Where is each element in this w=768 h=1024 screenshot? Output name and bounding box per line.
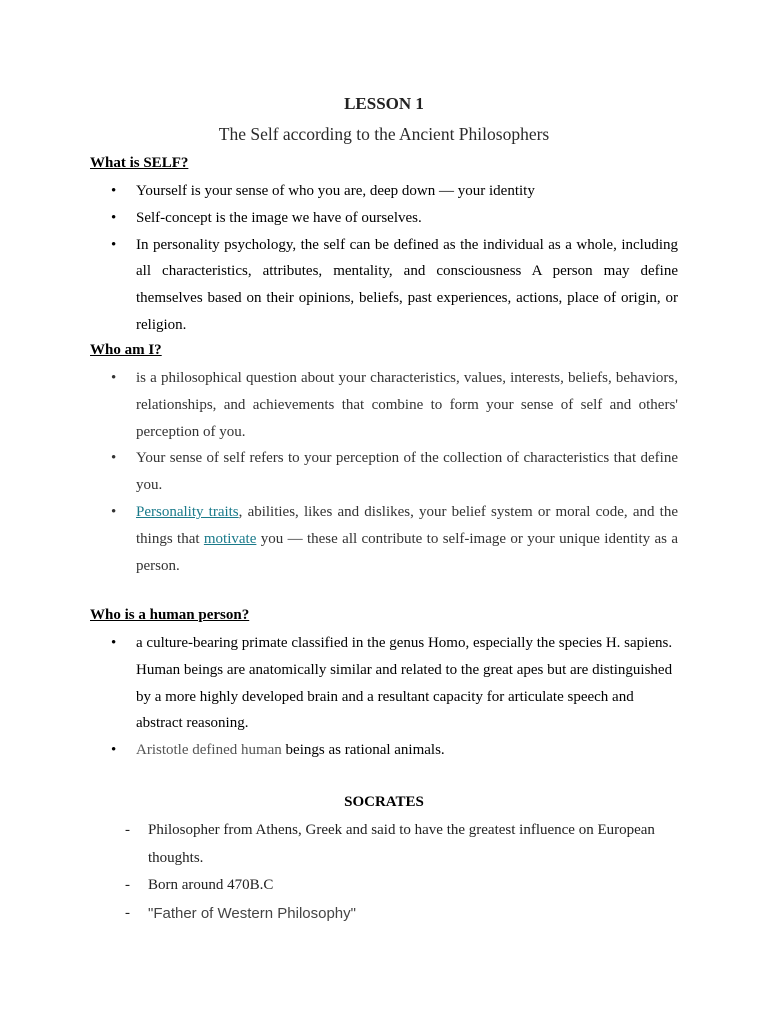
list-item <box>90 737 678 764</box>
list-item <box>90 365 678 445</box>
motivate-link[interactable]: motivate <box>203 530 257 547</box>
list-item-text: a culture-bearing primate classified in the genus Homo, especially the species H. sapiens. Human beings are anatomically similar and related to the great apes but are distinguished by a more highly developed brain and a resultant capacity for articulate speech and abstract reasoning. <box>136 635 673 732</box>
list-item-text: you — these all contribute to self-image or your unique identity as a person. <box>136 530 678 574</box>
socrates-dash-list <box>90 817 678 928</box>
heading-human-person: Who is a human person? <box>90 607 250 623</box>
list-item <box>90 205 678 232</box>
heading-what-is-self: What is SELF? <box>90 155 189 171</box>
list-item-text: beings as rational animals. <box>281 742 445 759</box>
list-item-text: is a philosophical question about your characteristics, values, interests, beliefs, behaviors, relationships, and achievements that combine to form your sense of self and others' perception of you. <box>136 370 678 440</box>
list-item-text: Your sense of self refers to your perception of the collection of characteristics that define you. <box>136 450 678 494</box>
list-item <box>90 872 678 900</box>
list-item <box>90 900 678 929</box>
bullet-icon: • <box>111 209 117 226</box>
self-bullet-list <box>90 178 678 339</box>
list-item <box>90 630 678 737</box>
list-item-text: , abilities, likes and dislikes, your belief system or moral code, and the things that <box>136 503 678 547</box>
list-item-text: "Father of Western Philosophy" <box>148 904 356 922</box>
bullet-icon: • <box>111 183 117 199</box>
list-item-text: In personality psychology, the self can be defined as the individual as a whole, including all characteristics, attributes, mentality, and consciousness A person may define themselves based on their opinions, beliefs, past experiences, actions, place of origin, or religion. <box>136 236 678 333</box>
lesson-title: LESSON 1 <box>344 94 424 113</box>
list-item-text: Self-concept is the image we have of ourselves. <box>136 209 422 226</box>
list-item <box>90 499 678 579</box>
list-item <box>90 232 678 339</box>
bullet-icon: • <box>111 503 117 520</box>
list-item <box>90 445 678 499</box>
bullet-icon: • <box>111 370 117 386</box>
bullet-icon: • <box>111 450 117 467</box>
dash-icon: - <box>125 822 130 838</box>
list-item-text: Yourself is your sense of who you are, deep down — your identity <box>136 183 535 199</box>
list-item <box>90 817 678 872</box>
heading-who-am-i: Who am I? <box>90 342 162 358</box>
list-item-text: Philosopher from Athens, Greek and said to have the greatest influence on European thoughts. <box>148 822 655 866</box>
lesson-subtitle: The Self according to the Ancient Philosophers <box>218 124 550 144</box>
list-item <box>90 178 678 205</box>
bullet-icon: • <box>111 635 117 651</box>
bullet-icon: • <box>111 236 117 253</box>
bullet-icon: • <box>111 742 117 759</box>
socrates-title: SOCRATES <box>344 794 424 810</box>
who-am-i-bullet-list <box>90 365 678 579</box>
dash-icon: - <box>125 877 130 893</box>
personality-traits-link[interactable]: Personality traits <box>136 503 239 520</box>
human-person-bullet-list <box>90 630 678 764</box>
list-item-text: Born around 470B.C <box>148 877 274 893</box>
dash-icon: - <box>125 904 130 921</box>
list-item-text: Aristotle defined human <box>136 742 282 759</box>
